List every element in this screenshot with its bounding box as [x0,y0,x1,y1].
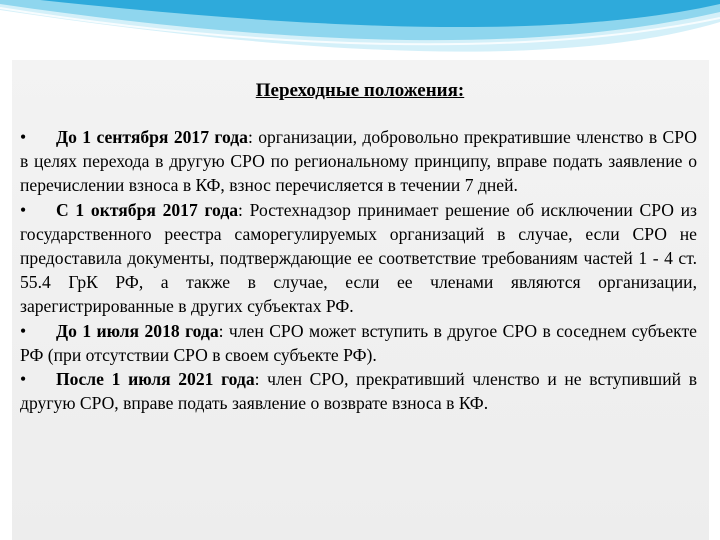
paragraph-text: : член СРО может вступить в другое СРО в соседнем субъекте РФ (при отсутствии СРО в своем субъекте РФ). [20,320,697,365]
paragraph-text: : Ростехнадзор принимает решение об исключении СРО из государственного реестра саморегулируемых организаций в случае, если СРО не предоставила документы, подтверждающие ее соответствие требованиям частей 1 - 4 ст. 55.4 ГрК РФ, а также в случае, если ее членами являются организации, зарегистрированные в других субъектах РФ. [20,199,697,317]
paragraph-3 [20,319,697,367]
paragraph-date: До 1 июля 2018 года [56,320,219,341]
slide-title: Переходные положения: [255,80,465,101]
paragraph-date: С 1 октября 2017 года [56,199,239,220]
bullet: • [20,369,27,390]
bullet: • [20,199,27,220]
paragraph-2 [20,198,697,319]
slide-body [20,125,697,415]
paragraph-date: После 1 июля 2021 года [56,369,255,390]
bullet: • [20,127,27,147]
paragraph-date: До 1 сентября 2017 года [56,127,248,147]
paragraph-4 [20,367,697,415]
paragraph-text: : организации, добровольно прекратившие членство в СРО в целях перехода в другую СРО по региональному принципу, вправе подать заявление о перечислении взноса в КФ, взнос перечисляется в течении 7 дней. [20,127,697,196]
paragraph-1 [20,125,697,198]
bullet: • [20,320,27,341]
paragraph-text: : член СРО, прекративший членство и не вступивший в другую СРО, вправе подать заявление о возврате взноса в КФ. [20,369,698,414]
